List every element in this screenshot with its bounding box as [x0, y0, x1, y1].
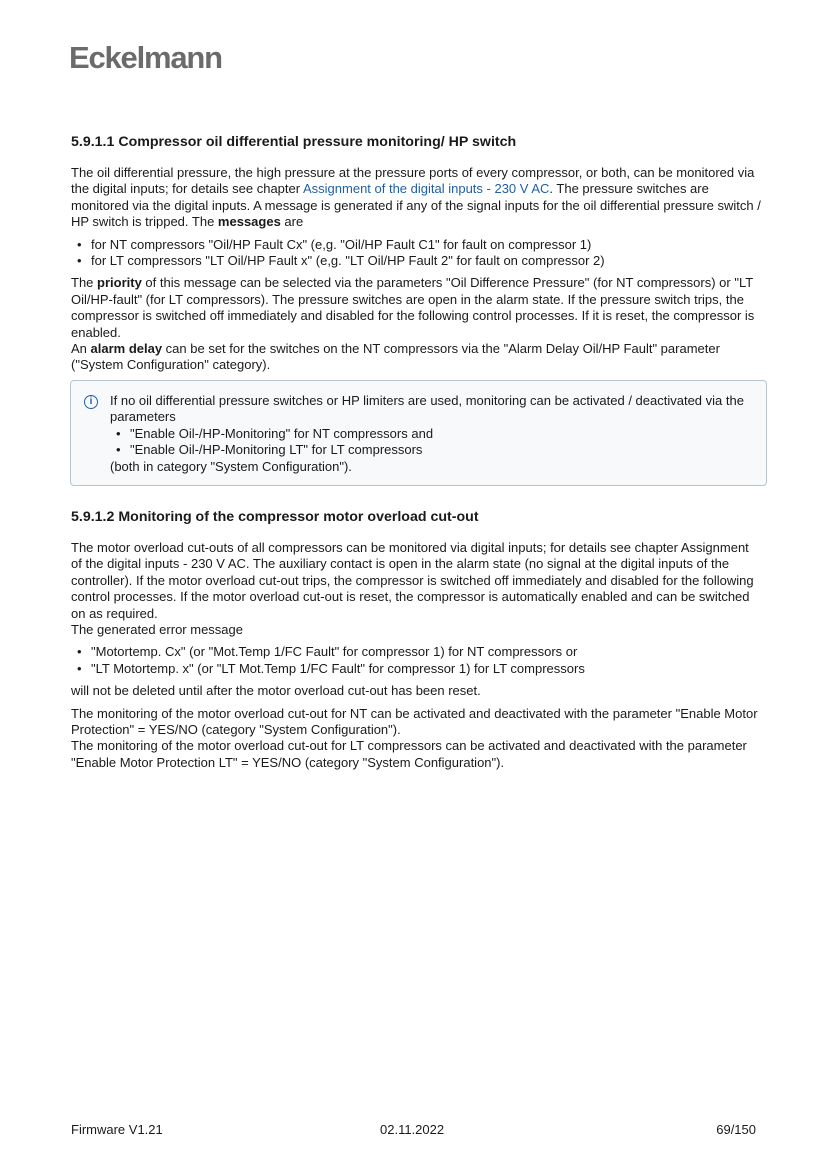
text: The oil differential pressure, the high pressure at the pressure ports of every compressor, or both, can be monitored via the digital inputs; for details see chapter — [71, 165, 755, 197]
paragraph: The motor overload cut-outs of all compressors can be monitored via digital inputs; for details see chapter Assignment of the digital inputs - 230 V AC. The auxiliary contact is open in the alarm state (no signal at the digital inputs of the controller). If the motor overload cut-out trips, the compressor is switched off immediately and disabled for the following control processes. If the motor overload cut-out is reset, the compressor is automatically enabled and can be switched on as required. — [71, 539, 754, 621]
text: can be set for the switches on the NT compressors via the "Alarm Delay Oil/HP Fault" parameter ("System Configuration" category). — [71, 341, 720, 373]
footer-firmware: Firmware V1.21 — [71, 1122, 163, 1137]
paragraph — [71, 275, 761, 341]
list-item: • for NT compressors "Oil/HP Fault Cx" (e,g. "Oil/HP Fault C1" for fault on compressor 1) — [71, 237, 761, 253]
list-item: • "LT Motortemp. x" (or "LT Mot.Temp 1/FC Fault" for compressor 1) for LT compressors — [71, 661, 761, 677]
paragraph: The monitoring of the motor overload cut-out for LT compressors can be activated and deactivated with the parameter "Enable Motor Protection LT" = YES/NO (category "System Configuration"). — [71, 738, 747, 770]
text: An — [71, 341, 91, 357]
section-heading-5-9-1-1: 5.9.1.1 Compressor oil differential pressure monitoring/ HP switch — [71, 134, 517, 150]
paragraph — [71, 341, 761, 374]
paragraph — [71, 165, 761, 231]
info-icon: i — [84, 395, 98, 409]
chapter-link[interactable]: Assignment of the digital inputs - 230 V AC — [302, 181, 550, 197]
note-end: (both in category "System Configuration"). — [110, 458, 352, 474]
footer-date: 02.11.2022 — [380, 1122, 445, 1137]
bold-text: messages — [217, 214, 281, 230]
paragraph: The monitoring of the motor overload cut-out for NT can be activated and deactivated with the parameter "Enable Motor Protection" = YES/NO (category "System Configuration"). — [71, 705, 758, 737]
note-text: If no oil differential pressure switches or HP limiters are used, monitoring can be activated / deactivated via the parameters — [110, 392, 744, 425]
bold-text: priority — [97, 275, 142, 291]
section-heading-5-9-1-2: 5.9.1.2 Monitoring of the compressor motor overload cut-out — [71, 508, 479, 525]
list-item: • "Enable Oil-/HP-Monitoring LT" for LT compressors — [110, 442, 756, 458]
error-message-list — [71, 644, 761, 677]
text: are — [280, 214, 304, 230]
footer-page-number: 69/150 — [716, 1122, 756, 1137]
paragraph: will not be deleted until after the motor overload cut-out has been reset. — [71, 683, 481, 699]
eckelmann-logo: Eckelmann — [69, 40, 222, 75]
list-item: • "Motortemp. Cx" (or "Mot.Temp 1/FC Fault" for compressor 1) for NT compressors or — [71, 644, 761, 660]
note-list — [110, 426, 756, 459]
paragraph: The generated error message — [71, 621, 243, 637]
bold-text: alarm delay — [90, 341, 163, 357]
list-item: • for LT compressors "LT Oil/HP Fault x" (e,g. "LT Oil/HP Fault 2" for fault on compressor 2) — [71, 253, 761, 269]
document-body — [71, 133, 761, 777]
text: of this message can be selected via the parameters "Oil Difference Pressure" (for NT compressors) or "LT Oil/HP-fault" (for LT compressors). The pressure switches are open in the alarm state. If the pressure switch trips, the compressor is switched off immediately and disabled for the following control processes. If it is reset, the compressor is enabled. — [71, 275, 755, 340]
message-list — [71, 237, 761, 270]
text: . The pressure switches are monitored via the digital inputs. A message is generated if any of the signal inputs for the oil differential pressure switch / HP switch is tripped. The — [71, 181, 761, 230]
info-note — [70, 380, 767, 486]
text: The — [71, 275, 98, 291]
list-item: • "Enable Oil-/HP-Monitoring" for NT compressors and — [110, 426, 756, 442]
